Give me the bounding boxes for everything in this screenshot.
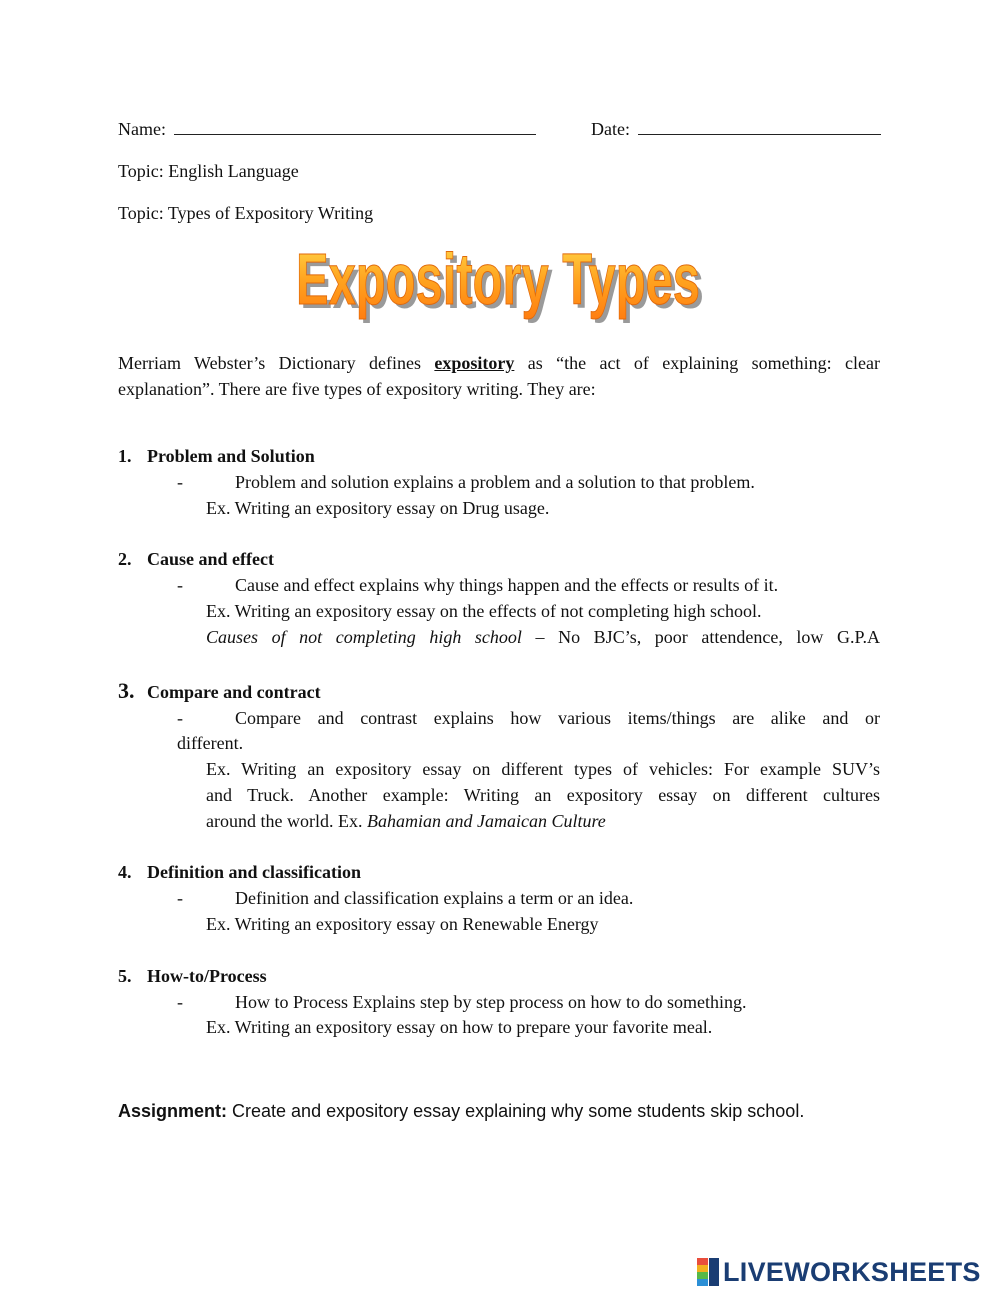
section-3-heading: 3. Compare and contract (118, 678, 321, 703)
liveworksheets-logo (697, 1256, 981, 1288)
section-4-dash: - (177, 888, 183, 908)
name-field[interactable] (174, 118, 536, 135)
section-2-dash: - (177, 575, 183, 595)
section-5-description: How to Process Explains step by step process on how to do something. (235, 992, 747, 1012)
intro-keyword: expository (434, 353, 515, 373)
logo-block-l (697, 1258, 708, 1265)
name-label: Name: (118, 119, 166, 139)
page-title (288, 236, 708, 326)
section-2-note: Causes of not completing high school – No BJC’s, poor attendence, low G.P.A (206, 627, 881, 647)
assignment-label: Assignment: (118, 1101, 228, 1121)
intro-line-1: Merriam Webster’s Dictionary defines expository as “the act of explaining something: clear (118, 353, 880, 373)
section-1-heading: 1. Problem and Solution (118, 446, 315, 466)
date-field[interactable] (638, 118, 881, 135)
section-1-dash: - (177, 472, 183, 492)
section-4-description: Definition and classification explains a term or an idea. (235, 888, 634, 908)
section-5-example: Ex. Writing an expository essay on how to prepare your favorite meal. (206, 1017, 713, 1037)
section-1-description: Problem and solution explains a problem and a solution to that problem. (235, 472, 755, 492)
section-3-example-line-3: around the world. Ex. Bahamian and Jamaican Culture (206, 811, 606, 831)
section-5-dash: - (177, 992, 183, 1012)
section-4-example: Ex. Writing an expository essay on Renewable Energy (206, 914, 599, 934)
section-3-example-line-1: Ex. Writing an expository essay on different types of vehicles: For example SUV’s (206, 759, 880, 779)
section-5-heading: 5. How-to/Process (118, 966, 267, 986)
liveworksheets-logo-text: LIVEWORKSHEETS (723, 1256, 981, 1287)
logo-block-v (697, 1272, 708, 1279)
assignment-line (118, 1100, 804, 1122)
title-shadow: Expository Types (300, 244, 704, 324)
assignment-text: Create and expository essay explaining why some students skip school. (227, 1101, 805, 1121)
logo-block-i (697, 1265, 708, 1272)
name-date-row (118, 118, 880, 140)
section-2-description: Cause and effect explains why things happen and the effects or results of it. (235, 575, 779, 595)
topic-line-1: Topic: English Language (118, 161, 299, 181)
section-3-dash: - (177, 708, 183, 728)
logo-bar (709, 1258, 719, 1286)
section-3-description-line-1: Compare and contrast explains how various items/things are alike and or (235, 708, 880, 728)
section-3-example-line-2: and Truck. Another example: Writing an expository essay on different cultures (206, 785, 880, 805)
section-3-description-line-2: different. (177, 733, 244, 753)
liveworksheets-logo-icon (697, 1258, 719, 1286)
section-1-example: Ex. Writing an expository essay on Drug usage. (206, 498, 550, 518)
section-2-heading: 2. Cause and effect (118, 549, 274, 569)
intro-paragraph (118, 350, 880, 402)
section-2-example: Ex. Writing an expository essay on the effects of not completing high school. (206, 601, 762, 621)
section-4-heading: 4. Definition and classification (118, 862, 362, 882)
date-label: Date: (590, 119, 630, 139)
topic-line-2: Topic: Types of Expository Writing (118, 203, 374, 223)
intro-line-2: explanation”. There are five types of expository writing. They are: (118, 379, 596, 399)
logo-block-e (697, 1279, 708, 1286)
title-text: Expository Types (296, 240, 700, 320)
